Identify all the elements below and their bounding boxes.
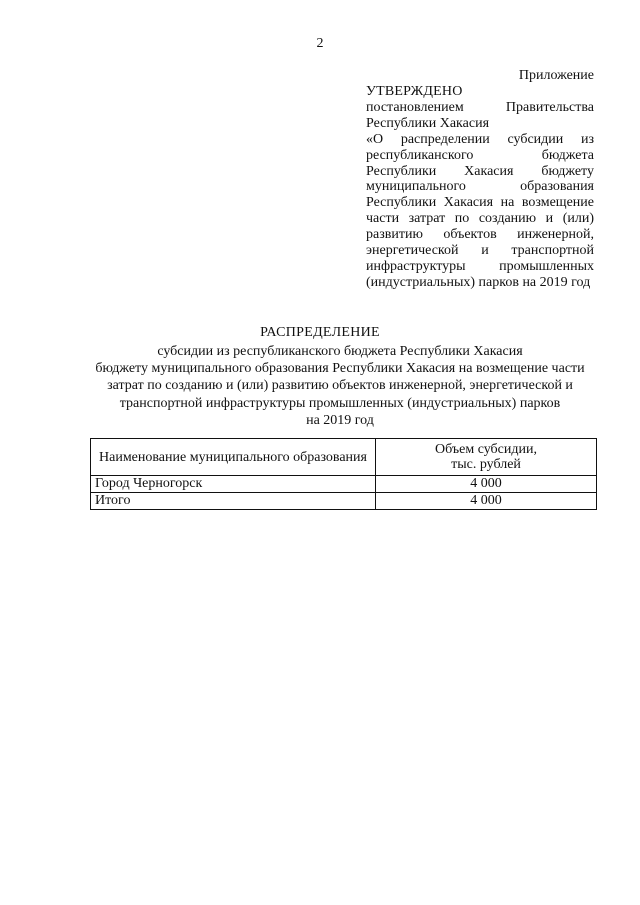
page-number: 2 <box>316 36 324 51</box>
approval-line: Республики Хакасия бюджету <box>366 163 594 179</box>
table-row <box>91 476 597 493</box>
approval-block <box>366 84 594 291</box>
approval-line: развитию объектов инженерной, <box>366 227 594 243</box>
approval-line: постановлением Правительства <box>366 99 594 115</box>
subtitle-line: субсидии из республиканского бюджета Республики Хакасия <box>157 344 523 359</box>
approval-line: республиканского бюджета <box>366 147 594 163</box>
approval-line: муниципального образования <box>366 179 594 195</box>
approval-line: инфраструктуры промышленных <box>366 258 594 274</box>
subsidy-amount-cell: 4 000 <box>376 476 597 493</box>
approval-line: части затрат по созданию и (или) <box>366 211 594 227</box>
subtitle-line: бюджету муниципального образования Республики Хакасия на возмещение части <box>95 361 585 377</box>
approval-line: (индустриальных) парков на 2019 год <box>366 274 591 290</box>
approval-line: энергетической и транспортной <box>366 243 594 259</box>
column-header-name: Наименование муниципального образования <box>91 439 376 476</box>
appendix-label: Приложение <box>518 68 594 83</box>
approval-line: Республики Хакасия <box>366 115 490 131</box>
municipality-name-cell: Город Черногорск <box>91 476 376 493</box>
amount-header-line: тыс. рублей <box>451 457 521 472</box>
table-row-total <box>91 493 597 510</box>
amount-header-line: Объем субсидии, <box>435 442 537 457</box>
total-amount-cell: 4 000 <box>376 493 597 510</box>
total-label-cell: Итого <box>91 493 376 510</box>
approval-heading: УТВЕРЖДЕНО <box>366 84 463 99</box>
approval-line: Республики Хакасия на возмещение <box>366 195 594 211</box>
subtitle-line: затрат по созданию и (или) развитию объектов инженерной, энергетической и <box>107 378 573 394</box>
column-header-amount <box>376 439 597 476</box>
subtitle-line: транспортной инфраструктуры промышленных (индустриальных) парков <box>119 395 561 411</box>
subtitle-line: на 2019 год <box>306 412 374 428</box>
table-header-row <box>91 439 597 476</box>
approval-line: «О распределении субсидии из <box>366 131 594 147</box>
subsidy-table <box>90 438 597 510</box>
document-subtitle <box>90 343 590 429</box>
document-title: РАСПРЕДЕЛЕНИЕ <box>260 325 380 340</box>
